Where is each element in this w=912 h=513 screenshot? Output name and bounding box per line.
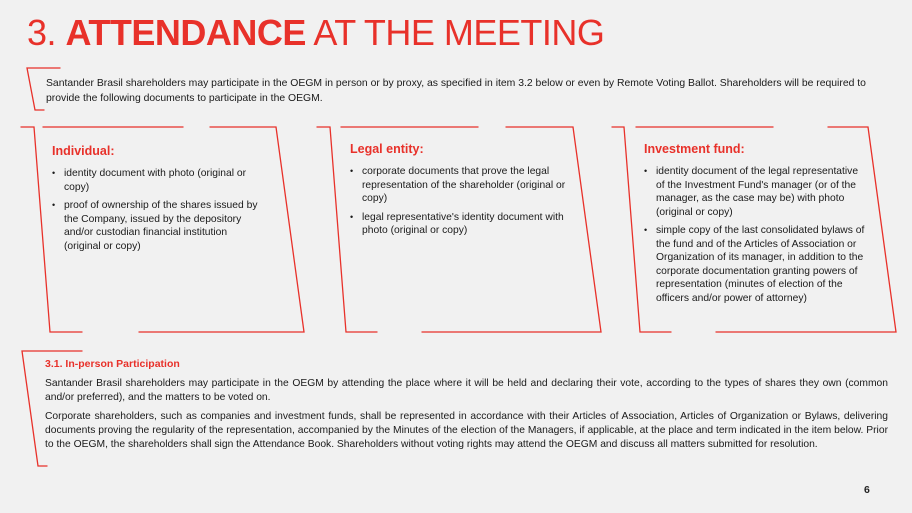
list-item: • identity document with photo (original or copy) — [52, 167, 262, 194]
card-legal-entity-title: Legal entity: — [350, 142, 424, 156]
title-rest: AT THE MEETING — [313, 12, 605, 53]
list-item: • simple copy of the last consolidated bylaws of the fund and of the Articles of Association or Organization of its manager, in addition to the corporate documentation granting powers of representation (minutes of election of the officers and/or power of attorney) — [644, 224, 866, 305]
section-paragraph: Santander Brasil shareholders may participate in the OEGM by attending the place where it will be held and declaring their vote, according to the types of shares they own (common and/or preferred), and the matters to be voted on. — [45, 378, 888, 403]
list-item: • legal representative's identity document with photo (original or copy) — [350, 211, 575, 238]
page-number: 6 — [864, 484, 870, 496]
title-bold: ATTENDANCE — [65, 12, 306, 53]
card-investment-fund-list — [644, 165, 866, 305]
card-legal-entity — [350, 141, 575, 243]
title-number: 3. — [27, 12, 57, 53]
card-individual — [52, 143, 262, 258]
card-investment-fund — [644, 141, 866, 310]
card-investment-fund-title: Investment fund: — [644, 142, 745, 156]
card-individual-title: Individual: — [52, 144, 115, 158]
card-individual-list — [52, 167, 262, 253]
list-item: • proof of ownership of the shares issued by the Company, issued by the depository and/or custodian financial institution (original or copy) — [52, 199, 262, 253]
section-heading: 3.1. In-person Participation — [45, 358, 180, 370]
list-item: • identity document of the legal representative of the Investment Fund's manager (or of the manager, as the case may be) with photo (original or copy) — [644, 165, 866, 219]
card-legal-entity-list — [350, 165, 575, 238]
list-item: • corporate documents that prove the legal representation of the shareholder (original or copy) — [350, 165, 575, 206]
section-paragraph: Corporate shareholders, such as companies and investment funds, shall be represented in accordance with their Articles of Association, Articles of Organization or Bylaws, delivering documents proving the regularity of the representation, accompanied by the Minutes of the election of the Managers, if applicable, at the place and term indicated in the item below. Prior to the OEGM, the shareholders shall sign the Attendance Book. Shareholders without voting rights may attend the OEGM and discuss all matters submitted for resolution. — [45, 411, 888, 450]
intro-text: Santander Brasil shareholders may participate in the OEGM in person or by proxy, as specified in item 3.2 below or even by Remote Voting Ballot. Shareholders will be required to provide the following documents to participate in the OEGM. — [46, 78, 866, 104]
